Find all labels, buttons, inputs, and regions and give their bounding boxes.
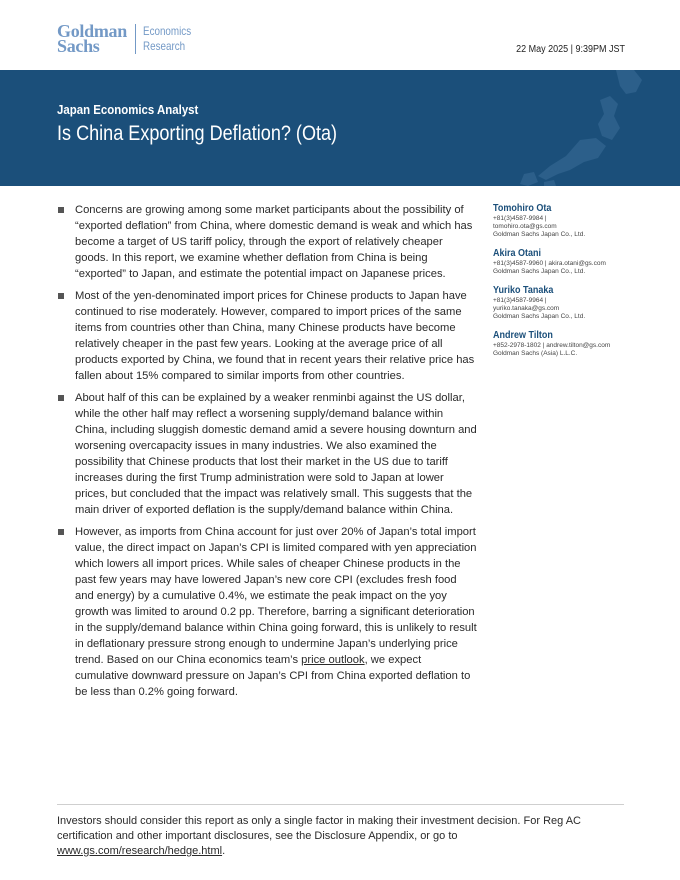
author-phone: +81(3)4587-9984 | — [493, 215, 547, 222]
bullet-square-icon — [58, 207, 64, 213]
bullet-paragraph-3 — [57, 390, 477, 518]
japan-map-icon — [420, 70, 680, 186]
paragraph-text-end: , we expect cumulative downward pressure on Japan’s CPI from China exported deflation to be less than 0.2% going forward. — [75, 654, 471, 698]
author-card — [493, 203, 643, 239]
author-card — [493, 285, 643, 321]
logo-wordmark — [57, 21, 127, 56]
report-body — [57, 202, 477, 706]
report-title: Is China Exporting Deflation? (Ota) — [57, 122, 338, 145]
paragraph-text: However, as imports from China account for just over 20% of Japan’s total import value, the direct impact on Japan’s CPI is limited compared with yen appreciation which lowers all import prices. While sales of cheaper Chinese products in the past few years may have lowered Japan’s new core CPI (excludes fresh food and energy) by a cumulative 0.4%, we estimate the peak impact on the yoy growth was limited to around 0.2 pp. Therefore, barring a significant deterioration in the supply/demand balance within China going forward, this is unlikely to result in deflationary pressure strong enough to undermine Japan’s underlying price trend. Based on our China economics team’s — [75, 526, 477, 666]
author-phone: +81(3)4587-9964 | — [493, 297, 547, 304]
price-outlook-link[interactable]: price outlook — [301, 654, 365, 666]
publish-date: 22 May 2025 | 9:39PM JST — [516, 44, 625, 55]
paragraph-text: Most of the yen-denominated import prices for Chinese products to Japan have continued to rise moderately. However, compared to import prices of the same items from countries other than China, many Chinese products have become relatively cheaper in the past few years. Looking at the average price of all products exported by China, we found that in recent years their relative price has fallen about 15% compared to similar imports from other countries. — [75, 290, 475, 382]
disclosure-link[interactable]: www.gs.com/research/hedge.html — [57, 845, 223, 857]
footer-text-end: . — [222, 845, 226, 857]
paragraph-text: Concerns are growing among some market participants about the possibility of “exported deflation” from China, where domestic demand is weak and which has become a target of US tariff policy, through the export of relatively cheaper goods. In this report, we examine whether deflation from China is being “exported” to Japan, and estimate the potential impact on Japanese prices. — [75, 204, 473, 280]
disclosure-footer — [57, 814, 624, 859]
author-name: Yuriko Tanaka — [493, 285, 554, 296]
author-card — [493, 248, 643, 276]
bullet-square-icon — [58, 529, 64, 535]
author-firm: Goldman Sachs Japan Co., Ltd. — [493, 268, 586, 275]
bullet-paragraph-2 — [57, 288, 477, 384]
author-card — [493, 330, 643, 358]
bullet-paragraph-1 — [57, 202, 477, 282]
footer-divider — [57, 804, 624, 805]
author-name: Andrew Tilton — [493, 330, 553, 341]
author-phone[interactable]: +81(3)4587-9960 | akira.otani@gs.com — [493, 260, 606, 267]
division-line-1: Economics — [142, 24, 192, 38]
author-email[interactable]: yuriko.tanaka@gs.com — [493, 305, 560, 312]
author-firm: Goldman Sachs Japan Co., Ltd. — [493, 231, 586, 238]
paragraph-text: About half of this can be explained by a weaker renminbi against the US dollar, while the other half may reflect a worsening supply/demand balance within China, including sluggish domestic demand amid a severe housing downturn and worsening overcapacity issues in many industries. We also examined the possibility that Chinese products that lost their market in the US due to tariff increases during the first Trump administration were sold to Japan at lower prices, but concluded that the impact was relatively small. This suggests that the main driver of exported deflation is the supply/demand balance within China. — [75, 392, 477, 516]
footer-text: Investors should consider this report as only a single factor in making their investment decision. For Reg AC certification and other important disclosures, see the Disclosure Appendix, or go to — [57, 815, 581, 842]
author-name: Akira Otani — [493, 248, 542, 259]
bullet-square-icon — [58, 395, 64, 401]
logo-line-2: Sachs — [57, 36, 100, 56]
bullet-paragraph-4 — [57, 524, 477, 700]
division-name — [143, 24, 202, 54]
author-phone[interactable]: +852-2978-1802 | andrew.tilton@gs.com — [493, 342, 611, 349]
author-list — [493, 203, 643, 367]
bullet-square-icon — [58, 293, 64, 299]
author-firm: Goldman Sachs (Asia) L.L.C. — [493, 350, 578, 357]
logo-line-1: Goldman — [57, 21, 127, 41]
logo-divider — [135, 24, 136, 54]
author-firm: Goldman Sachs Japan Co., Ltd. — [493, 313, 586, 320]
report-header — [0, 0, 680, 70]
division-line-2: Research — [142, 39, 186, 53]
title-banner — [0, 70, 680, 186]
goldman-sachs-logo — [57, 21, 202, 56]
author-email[interactable]: tomohiro.ota@gs.com — [493, 223, 557, 230]
author-name: Tomohiro Ota — [493, 203, 552, 214]
report-series: Japan Economics Analyst — [57, 102, 199, 117]
